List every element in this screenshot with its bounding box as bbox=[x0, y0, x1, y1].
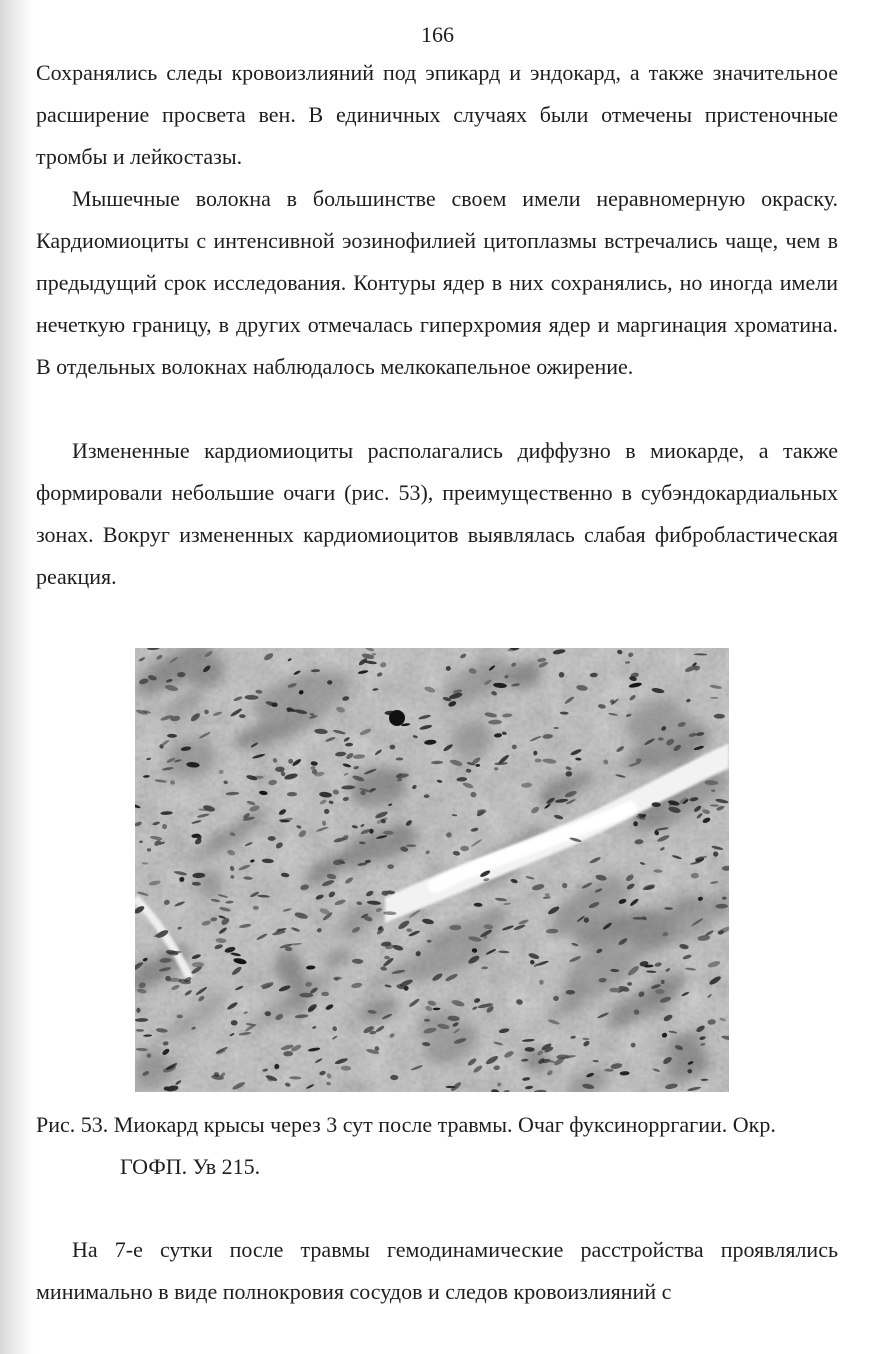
micrograph-figure bbox=[135, 648, 729, 1092]
paragraph-4: На 7-е сутки после травмы гемодинамические расстройства проявлялись минимально в виде полнокровия сосудов и следов кровоизлияний с bbox=[36, 1237, 838, 1304]
scan-edge-shadow bbox=[0, 0, 34, 1354]
micrograph-image bbox=[135, 648, 729, 1092]
caption-line-1: Рис. 53. Миокард крысы через 3 сут после травмы. Очаг фуксинорргагии. Окр. bbox=[36, 1112, 776, 1137]
figure-caption bbox=[36, 1104, 838, 1188]
paragraph-2: Мышечные волокна в большинстве своем имели неравномерную окраску. Кардиомиоциты с интенсивной эозинофилией цитоплазмы встречались чаще, чем в предыдущий срок исследования. Контуры ядер в них сохранялись, но иногда имели нечеткую границу, в других отмечалась гиперхромия ядер и маргинация хроматина. В отдельных волокнах наблюдалось мелкокапельное ожирение. bbox=[36, 186, 838, 379]
caption-line-2: ГОФП. Ув 215. bbox=[120, 1154, 261, 1179]
paragraph-3: Измененные кардиомиоциты располагались диффузно в миокарде, а также формировали небольшие очаги (рис. 53), преимущественно в субэндокардиальных зонах. Вокруг измененных кардиомиоцитов выявлялась слабая фибробластическая реакция. bbox=[36, 438, 838, 589]
page-number: 166 bbox=[421, 22, 454, 47]
paragraph-1: Сохранялись следы кровоизлияний под эпикард и эндокард, а также значительное расширение просвета вен. В единичных случаях были отмечены пристеночные тромбы и лейкостазы. bbox=[36, 60, 838, 169]
